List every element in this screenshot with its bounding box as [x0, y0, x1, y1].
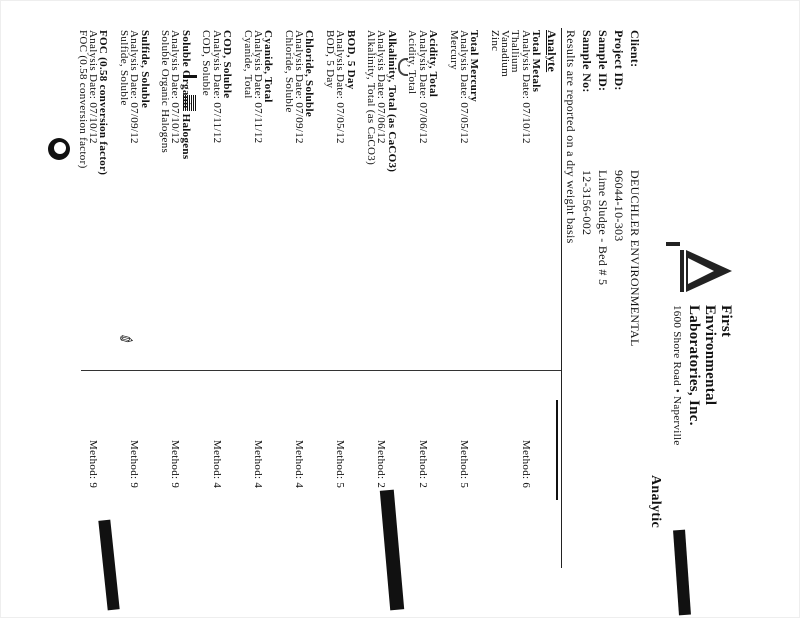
table-row: Analysis Date: 07/09/12	[128, 30, 141, 144]
table-row: Analysis Date: 07/05/12	[334, 30, 347, 144]
method-label: Method: 9	[128, 440, 141, 489]
table-row: Sulfide, Soluble	[118, 30, 130, 106]
method-label: Method: 5	[334, 440, 347, 489]
method-label: Method: 5	[457, 440, 470, 489]
method-label: Method: 9	[87, 440, 100, 489]
table-row: Acidity, Total	[406, 30, 419, 95]
method-label: Method: 2	[375, 440, 388, 489]
table-row: Soluble Organic Halogens	[179, 30, 192, 160]
table-row: BOD, 5 Day	[344, 30, 357, 90]
client-label: Client:	[628, 30, 642, 68]
rotated-report-page	[60, 20, 740, 580]
method-label: Method: 2	[416, 440, 429, 489]
method-column-divider	[81, 370, 561, 371]
table-row: Total Mercury	[468, 30, 481, 103]
table-row: Analysis Date: 07/11/12	[251, 30, 264, 144]
project-label: Project ID:	[612, 30, 626, 91]
table-row: Cyanide, Total	[241, 30, 254, 99]
table-row: Chloride, Soluble	[282, 30, 295, 113]
table-row: Cyanide, Total	[262, 30, 275, 103]
table-row: Analysis Date: 07/10/12	[169, 30, 182, 144]
method-label: Method: 4	[293, 440, 306, 489]
table-row: Total Metals	[530, 30, 542, 93]
company-address: 1600 Shore Road • Naperville	[671, 305, 683, 446]
company-name-line3: Laboratories, Inc.	[686, 305, 702, 426]
table-row: Analysis Date: 07/10/12	[519, 30, 532, 144]
sample-id-label: Sample ID:	[596, 30, 610, 92]
table-row: Analysis Date: 07/05/12	[457, 30, 470, 144]
method-label: Method: 4	[210, 440, 223, 489]
project-value: 96044-10-303	[612, 170, 626, 242]
company-logo-icon	[674, 250, 732, 292]
table-row: Sulfide, Soluble	[138, 30, 151, 109]
sample-id-value: Lime Sludge - Bed # 5	[596, 170, 610, 286]
table-row: Acidity, Total	[427, 30, 439, 98]
client-value: DEUCHLER ENVIRONMENTAL	[628, 170, 642, 347]
basis-note: Results are reported on a dry weight basis	[564, 30, 578, 244]
table-row: Analysis Date: 07/11/12	[210, 30, 223, 144]
table-row: FOC (0.58 conversion factor)	[97, 30, 110, 176]
sample-no-label: Sample No:	[580, 30, 594, 93]
method-label: Method: 9	[169, 440, 182, 489]
table-row: Zinc	[488, 30, 501, 52]
table-row: BOD, 5 Day	[324, 30, 336, 89]
table-row: Soluble Organic Halogens	[159, 30, 172, 154]
table-row: COD, Soluble	[200, 30, 213, 96]
table-row: Mercury	[447, 30, 460, 70]
table-row: Alkalinity, Total (as CaCO3)	[385, 30, 398, 173]
table-row: FOC (0.58 conversion factor)	[76, 30, 89, 169]
table-row: Analysis Date: 07/06/12	[416, 30, 429, 144]
table-row: Alkalinity, Total (as CaCO3)	[365, 30, 378, 166]
sample-no-value: 12-3156-002	[580, 170, 594, 236]
table-row: Chloride, Soluble	[303, 30, 316, 118]
logo-rule	[666, 242, 680, 246]
table-row: Analysis Date: 07/06/12	[375, 30, 388, 144]
analyte-header: Analyte	[545, 30, 559, 73]
table-row: Thallium	[509, 30, 522, 73]
method-label: Method: 4	[251, 440, 264, 489]
table-row: Analysis Date: 07/10/12	[87, 30, 100, 144]
company-name-line1: First	[718, 305, 734, 338]
handwritten-initial-icon: ✎	[116, 327, 138, 352]
table-top-rule	[561, 28, 562, 568]
table-row: COD, Soluble	[221, 30, 233, 99]
report-title: Analytic	[648, 475, 663, 528]
table-row: Vanadium	[499, 30, 512, 78]
company-name-line2: Environmental	[702, 305, 718, 406]
table-row: Analysis Date: 07/09/12	[293, 30, 306, 144]
method-label: Method: 6	[519, 440, 532, 489]
